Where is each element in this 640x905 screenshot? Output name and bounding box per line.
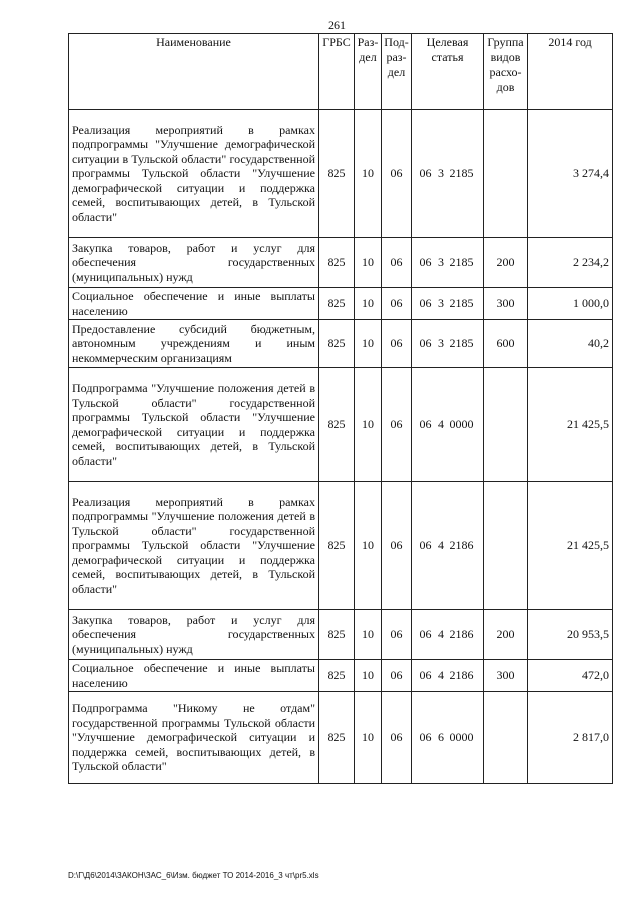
row-grbs: 825 [319, 610, 355, 660]
row-target-direction: 2186 [448, 610, 484, 660]
row-grbs: 825 [319, 288, 355, 320]
row-target-program: 06 [412, 610, 435, 660]
file-path-footer: D:\Г\Д6\2014\ЗАКОН\ЗАС_6\Изм. бюджет ТО 2014-2016_3 чт\pr5.xls [68, 871, 319, 880]
row-target-direction: 2185 [448, 110, 484, 238]
row-razdel: 10 [355, 238, 382, 288]
row-podrazdel: 06 [382, 110, 412, 238]
row-podrazdel: 06 [382, 368, 412, 482]
row-name: Предоставление субсидий бюджетным, автономным учреждениям и иным некоммерческим организациям [69, 320, 319, 368]
table-row [69, 288, 613, 320]
row-name: Социальное обеспечение и иные выплаты населению [69, 288, 319, 320]
table-row [69, 660, 613, 692]
row-razdel: 10 [355, 692, 382, 784]
row-name: Реализация мероприятий в рамках подпрограммы "Улучшение положения детей в Тульской области" государственной программы Тульской области "Улучшение демографической ситуации и поддержка семей, воспитывающих детей, в Тульской области" [69, 482, 319, 610]
row-amount: 1 000,0 [528, 288, 613, 320]
row-target-subprogram: 3 [435, 238, 448, 288]
row-grbs: 825 [319, 110, 355, 238]
row-target-subprogram: 4 [435, 368, 448, 482]
row-podrazdel: 06 [382, 660, 412, 692]
row-amount: 2 234,2 [528, 238, 613, 288]
row-name: Социальное обеспечение и иные выплаты населению [69, 660, 319, 692]
row-expense-group: 300 [484, 660, 528, 692]
row-amount: 2 817,0 [528, 692, 613, 784]
row-razdel: 10 [355, 660, 382, 692]
row-razdel: 10 [355, 110, 382, 238]
row-grbs: 825 [319, 320, 355, 368]
header-year: 2014 год [528, 34, 613, 110]
row-expense-group: 200 [484, 610, 528, 660]
table-row [69, 238, 613, 288]
row-target-subprogram: 4 [435, 660, 448, 692]
row-amount: 40,2 [528, 320, 613, 368]
row-podrazdel: 06 [382, 320, 412, 368]
row-expense-group: 600 [484, 320, 528, 368]
table-row [69, 320, 613, 368]
row-grbs: 825 [319, 368, 355, 482]
header-row [69, 34, 613, 110]
row-target-program: 06 [412, 660, 435, 692]
header-gruppa: Группа видов расхо-дов [484, 34, 528, 110]
table-row [69, 110, 613, 238]
row-target-program: 06 [412, 692, 435, 784]
row-target-subprogram: 6 [435, 692, 448, 784]
row-target-direction: 0000 [448, 692, 484, 784]
table-row [69, 482, 613, 610]
table-row [69, 610, 613, 660]
row-podrazdel: 06 [382, 288, 412, 320]
budget-table [68, 33, 613, 784]
row-expense-group [484, 482, 528, 610]
row-grbs: 825 [319, 692, 355, 784]
row-name: Подпрограмма "Улучшение положения детей в Тульской области" государственной программы Тульской области "Улучшение демографической ситуации и поддержка семей, воспитывающих детей, в Тульской области" [69, 368, 319, 482]
row-target-direction: 0000 [448, 368, 484, 482]
row-target-program: 06 [412, 320, 435, 368]
header-podrazdel: Под-раз-дел [382, 34, 412, 110]
table-row [69, 692, 613, 784]
row-grbs: 825 [319, 660, 355, 692]
row-razdel: 10 [355, 482, 382, 610]
header-grbs: ГРБС [319, 34, 355, 110]
row-expense-group [484, 368, 528, 482]
row-expense-group: 200 [484, 238, 528, 288]
row-amount: 21 425,5 [528, 482, 613, 610]
row-razdel: 10 [355, 320, 382, 368]
row-target-direction: 2185 [448, 320, 484, 368]
header-razdel: Раз-дел [355, 34, 382, 110]
row-target-subprogram: 3 [435, 320, 448, 368]
row-grbs: 825 [319, 482, 355, 610]
row-amount: 3 274,4 [528, 110, 613, 238]
row-target-direction: 2186 [448, 482, 484, 610]
row-target-subprogram: 3 [435, 288, 448, 320]
row-target-direction: 2186 [448, 660, 484, 692]
row-expense-group [484, 110, 528, 238]
row-amount: 20 953,5 [528, 610, 613, 660]
row-target-program: 06 [412, 482, 435, 610]
row-razdel: 10 [355, 610, 382, 660]
row-amount: 472,0 [528, 660, 613, 692]
header-tselevaya: Целевая статья [412, 34, 484, 110]
row-target-program: 06 [412, 238, 435, 288]
row-target-subprogram: 4 [435, 482, 448, 610]
row-name: Закупка товаров, работ и услуг для обеспечения государственных (муниципальных) нужд [69, 238, 319, 288]
row-target-program: 06 [412, 110, 435, 238]
row-target-program: 06 [412, 288, 435, 320]
row-podrazdel: 06 [382, 238, 412, 288]
row-razdel: 10 [355, 368, 382, 482]
row-grbs: 825 [319, 238, 355, 288]
row-target-program: 06 [412, 368, 435, 482]
row-expense-group: 300 [484, 288, 528, 320]
header-name: Наименование [69, 34, 319, 110]
row-name: Закупка товаров, работ и услуг для обеспечения государственных (муниципальных) нужд [69, 610, 319, 660]
page-number: 261 [328, 18, 346, 32]
row-target-subprogram: 4 [435, 610, 448, 660]
row-target-subprogram: 3 [435, 110, 448, 238]
row-podrazdel: 06 [382, 482, 412, 610]
row-podrazdel: 06 [382, 610, 412, 660]
table-row [69, 368, 613, 482]
row-expense-group [484, 692, 528, 784]
row-amount: 21 425,5 [528, 368, 613, 482]
row-target-direction: 2185 [448, 238, 484, 288]
row-name: Подпрограмма "Никому не отдам" государственной программы Тульской области "Улучшение демографической ситуации и поддержка семей, воспитывающих детей, в Тульской области" [69, 692, 319, 784]
row-target-direction: 2185 [448, 288, 484, 320]
row-podrazdel: 06 [382, 692, 412, 784]
row-razdel: 10 [355, 288, 382, 320]
row-name: Реализация мероприятий в рамках подпрограммы "Улучшение демографической ситуации в Тульской области" государственной программы Тульской области "Улучшение демографической ситуации и поддержка семей, воспитывающих детей, в Тульской области" [69, 110, 319, 238]
